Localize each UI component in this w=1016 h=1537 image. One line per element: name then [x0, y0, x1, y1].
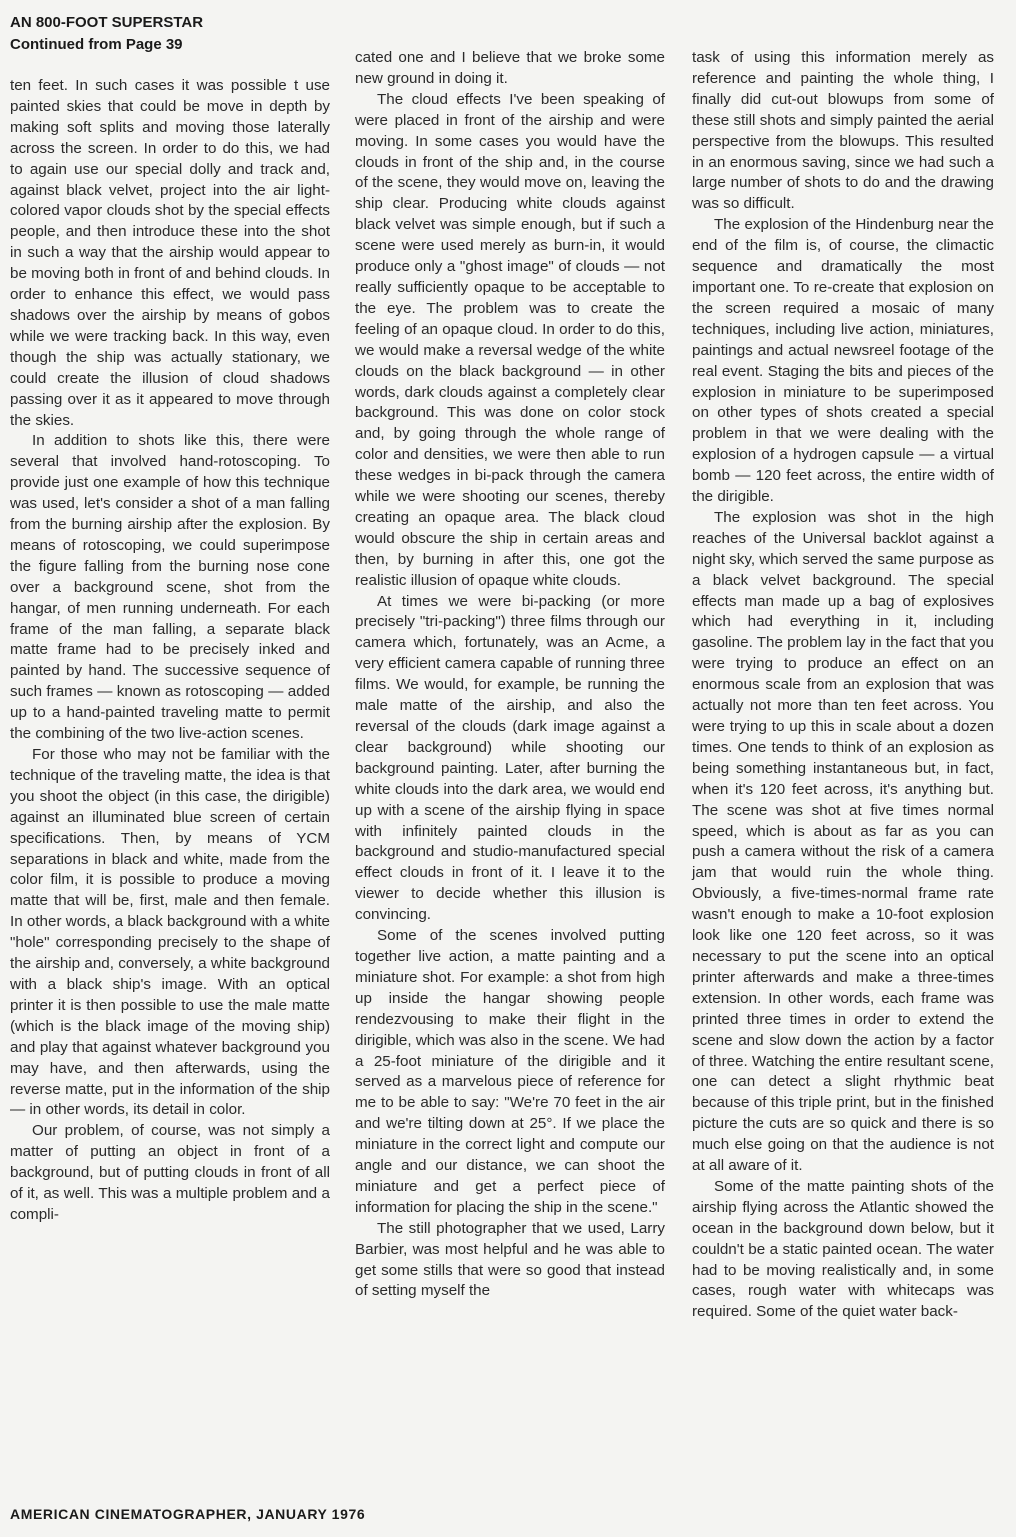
page-footer: AMERICAN CINEMATOGRAPHER, JANUARY 1976 [10, 1506, 366, 1522]
paragraph: The cloud effects I've been speaking of were placed in front of the airship and were moving. In some cases you would have the clouds in front of the ship and, in the course of the scene, they would move on, leaving the ship clear. Producing white clouds against black velvet was simple enough, but if such a scene were used merely as burn-in, it would produce only a "ghost image" of clouds — not really sufficiently opaque to be acceptable to the eye. The problem was to create the feeling of an opaque cloud. In order to do this, we would make a reversal wedge of the white clouds on the black background — in other words, dark clouds against a completely clear background. This was done on color stock and, by going through the whole range of color and densities, we were then able to run these wedges in bi-pack through the camera while we were shooting our scenes, thereby creating an opaque area. The black cloud would obscure the ship in certain areas and then, by burning in after this, one got the realistic illusion of opaque white clouds. [355, 90, 665, 589]
paragraph: cated one and I believe that we broke some new ground in doing it. [355, 49, 665, 87]
continued-note: Continued from Page 39 [10, 36, 183, 53]
column-2 [355, 48, 665, 1302]
paragraph: For those who may not be familiar with the technique of the traveling matte, the idea is that you shoot the object (in this case, the dirigible) against an illuminated blue screen of certain specifications. Then, by means of YCM separations in black and white, made from the color film, it is possible to produce a moving matte that will be, first, male and then female. In other words, a black background with a white "hole" corresponding precisely to the shape of the airship and, conversely, a white background with a black ship's image. With an optical printer it is then possible to use the male matte (which is the black image of the moving ship) and play that against whatever background you may have, and then afterwards, using the reverse matte, put in the information of the ship — in other words, its detail in color. [10, 746, 330, 1119]
paragraph: task of using this information merely as reference and painting the whole thing, I finally did cut-out blowups from some of these still shots and simply painted the aerial perspective from the blowups. This resulted in an enormous saving, since we had such a large number of shots to do and the drawing was so difficult. [692, 49, 994, 213]
column-1 [10, 76, 330, 1226]
article-title: AN 800-FOOT SUPERSTAR [10, 14, 204, 31]
paragraph: At times we were bi-packing (or more precisely "tri-packing") three films through our camera which, fortunately, was an Acme, a very efficient camera capable of running three films. We would, for example, be running the male matte of the airship, and also the reversal of the clouds (dark image against a clear background) while shooting our background painting. Later, after burning the white clouds into the dark area, we would end up with a scene of the airship flying in space with infinitely painted clouds in the background and studio-manufactured special effect clouds in front of it. I leave it to the viewer to decide whether this illusion is convincing. [355, 592, 665, 924]
paragraph: ten feet. In such cases it was possible t use painted skies that could be move in depth by making soft splits and moving those laterally across the screen. In order to do this, we had to again use our special dolly and track and, against black velvet, project into the air light-colored vapor clouds shot by the special effects people, and then introduce these into the shot in such a way that the airship would appear to be moving both in front of and behind clouds. In order to enhance this effect, we would pass shadows over the airship by means of gobos while we were tracking back. In this way, even though the ship was actually stationary, we could create the illusion of cloud shadows passing over it as it appeared to move through the skies. [10, 77, 330, 429]
paragraph: Our problem, of course, was not simply a matter of putting an object in front of a background, but of putting clouds in front of all of it, as well. This was a multiple problem and a compli- [10, 1122, 330, 1223]
paragraph: In addition to shots like this, there were several that involved hand-rotoscoping. To provide just one example of how this technique was used, let's consider a shot of a man falling from the burning airship after the explosion. By means of rotoscoping, we could superimpose the figure falling from the burning nose cone over a background scene, shot from the hangar, of men running underneath. For each frame of the man falling, a separate black matte frame had to be precisely inked and painted by hand. The successive sequence of such frames — known as rotoscoping — added up to a hand-painted traveling matte to permit the combining of the two live-action scenes. [10, 432, 330, 743]
paragraph: Some of the matte painting shots of the airship flying across the Atlantic showed the ocean in the background down below, but it couldn't be a static painted ocean. The water had to be moving realistically and, in some cases, rough water with whitecaps was required. Some of the quiet water back- [692, 1177, 994, 1321]
column-3 [692, 48, 994, 1323]
paragraph: The explosion was shot in the high reaches of the Universal backlot against a night sky, which served the same purpose as a black velvet background. The special effects man made up a bag of explosives which had everything in it, including gasoline. The problem lay in the fact that you were trying to produce an effect on an enormous scale from an explosion that was actually not more than ten feet across. You were trying to up this in scale about a dozen times. One tends to think of an explosion as being something instantaneous but, in fact, when it's 120 feet across, it's anything but. The scene was shot at five times normal speed, which is about as far as you can push a camera without the risk of a camera jam that would ruin the whole thing. Obviously, a five-times-normal frame rate wasn't enough to make a 10-foot explosion look like one 120 feet across, so it was necessary to put the scene into an optical printer afterwards and make a three-times extension. In other words, each frame was printed three times in order to extend the scene and slow down the action by a factor of three. Watching the entire resultant scene, one can detect a slight rhythmic beat because of this triple print, but in the finished picture the cuts are so quick and there is so much else going on that the audience is not at all aware of it. [692, 508, 994, 1175]
article-header [10, 12, 203, 56]
paragraph: The explosion of the Hindenburg near the end of the film is, of course, the climactic sequence and dramatically the most important one. To re-create that explosion on the screen required a mosaic of many techniques, including live action, miniatures, paintings and actual newsreel footage of the real event. Staging the bits and pieces of the explosion in miniature to be superimposed on other types of shots created a special problem in that we were dealing with the explosion of a hydrogen capsule — a virtual bomb — 120 feet across, the entire width of the dirigible. [692, 216, 994, 506]
paragraph: Some of the scenes involved putting together live action, a matte painting and a miniature shot. For example: a shot from high up inside the hangar showing people rendezvousing to make their flight in the dirigible, which was also in the scene. We had a 25-foot miniature of the dirigible and it served as a marvelous piece of reference for me to be able to say: "We're 70 feet in the air and we're tilting down at 25°. If we place the miniature in the correct light and compute our angle and our distance, we can shoot the miniature and get a perfect piece of information for placing the ship in the scene." [355, 927, 665, 1216]
paragraph: The still photographer that we used, Larry Barbier, was most helpful and he was able to get some stills that were so good that instead of setting myself the [355, 1219, 665, 1300]
